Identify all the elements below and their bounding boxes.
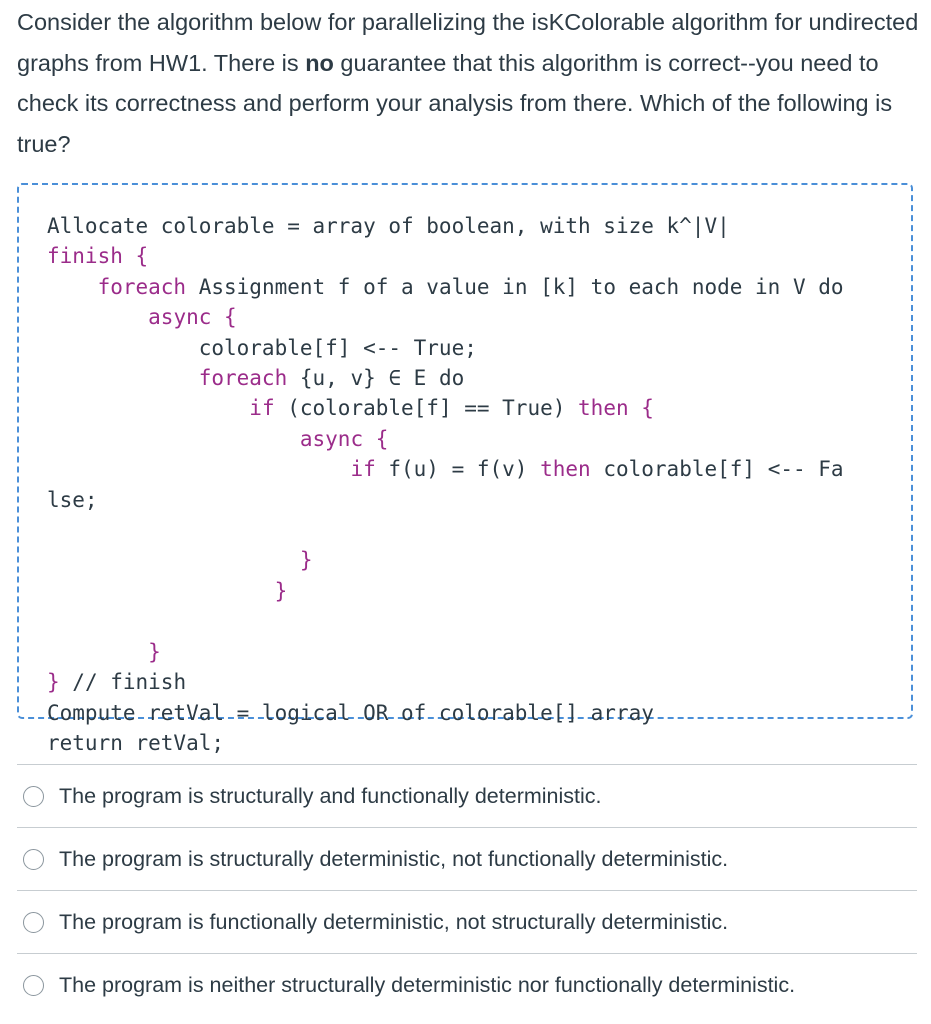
code-indent (47, 548, 300, 572)
code-brace: { (122, 244, 149, 269)
code-brace: { (211, 305, 237, 330)
code-keyword: if (249, 396, 275, 421)
code-line: colorable[f] <-- True; (47, 335, 477, 360)
answer-label[interactable]: The program is functionally deterministic, not structurally deterministic. (59, 909, 729, 934)
answer-label[interactable]: The program is structurally deterministic, not functionally deterministic. (59, 846, 729, 871)
question-text (17, 2, 922, 164)
code-indent (47, 427, 300, 451)
code-text: Assignment f of a value in [k] to each node in V do (186, 274, 844, 299)
code-line: lse; (47, 487, 98, 512)
answer-option[interactable] (17, 953, 917, 1016)
question-text-part: guarantee that this algorithm is correct--you need to check its correctness and perform your analysis from there. Which of the following is true? (17, 49, 893, 157)
code-keyword: async (299, 426, 364, 451)
radio-button[interactable] (23, 849, 44, 870)
code-keyword: finish (47, 244, 123, 269)
code-indent (47, 396, 249, 420)
radio-button[interactable] (23, 975, 44, 996)
code-keyword: then (540, 457, 591, 482)
code-brace: } (47, 670, 60, 695)
answer-option[interactable] (17, 827, 917, 890)
code-block (17, 183, 913, 755)
code-indent (47, 457, 350, 481)
code-brace: { (628, 396, 654, 421)
code-indent (47, 275, 98, 299)
code-brace: } (299, 548, 313, 573)
code-comment: // finish (59, 670, 187, 695)
code-indent (47, 579, 275, 603)
code-listing (47, 211, 844, 758)
code-line: return retVal; (47, 730, 225, 755)
code-line: Compute retVal = logical OR of colorable[] array (47, 700, 654, 725)
code-keyword: async (148, 305, 212, 330)
answer-option[interactable] (17, 890, 917, 953)
code-indent (47, 640, 148, 664)
code-brace: } (148, 639, 161, 664)
code-text: (colorable[f] == True) (274, 396, 579, 421)
question-bold-word: no (305, 49, 334, 76)
radio-button[interactable] (23, 912, 44, 933)
answer-option[interactable] (17, 764, 917, 827)
code-text: {u, v} ∈ E do (287, 366, 465, 391)
code-brace: } (274, 578, 288, 603)
code-indent (47, 305, 148, 329)
code-keyword: then (578, 396, 629, 421)
code-text: colorable[f] <-- Fa (590, 457, 844, 482)
code-keyword: if (350, 457, 376, 482)
code-line: Allocate colorable = array of boolean, with size k^|V| (47, 214, 730, 238)
code-keyword: foreach (198, 366, 288, 391)
code-indent (47, 366, 199, 390)
code-keyword: foreach (97, 274, 187, 299)
radio-button[interactable] (23, 786, 44, 807)
answer-list (17, 764, 917, 1016)
answer-label[interactable]: The program is structurally and functionally deterministic. (59, 783, 602, 808)
code-text: f(u) = f(v) (375, 457, 541, 482)
question-text-part: Consider the algorithm below for parallelizing the isKColorable algorithm for undirected graphs from HW1. There is (17, 9, 919, 76)
code-brace: { (363, 426, 389, 451)
answer-label[interactable]: The program is neither structurally deterministic nor functionally deterministic. (59, 972, 796, 997)
